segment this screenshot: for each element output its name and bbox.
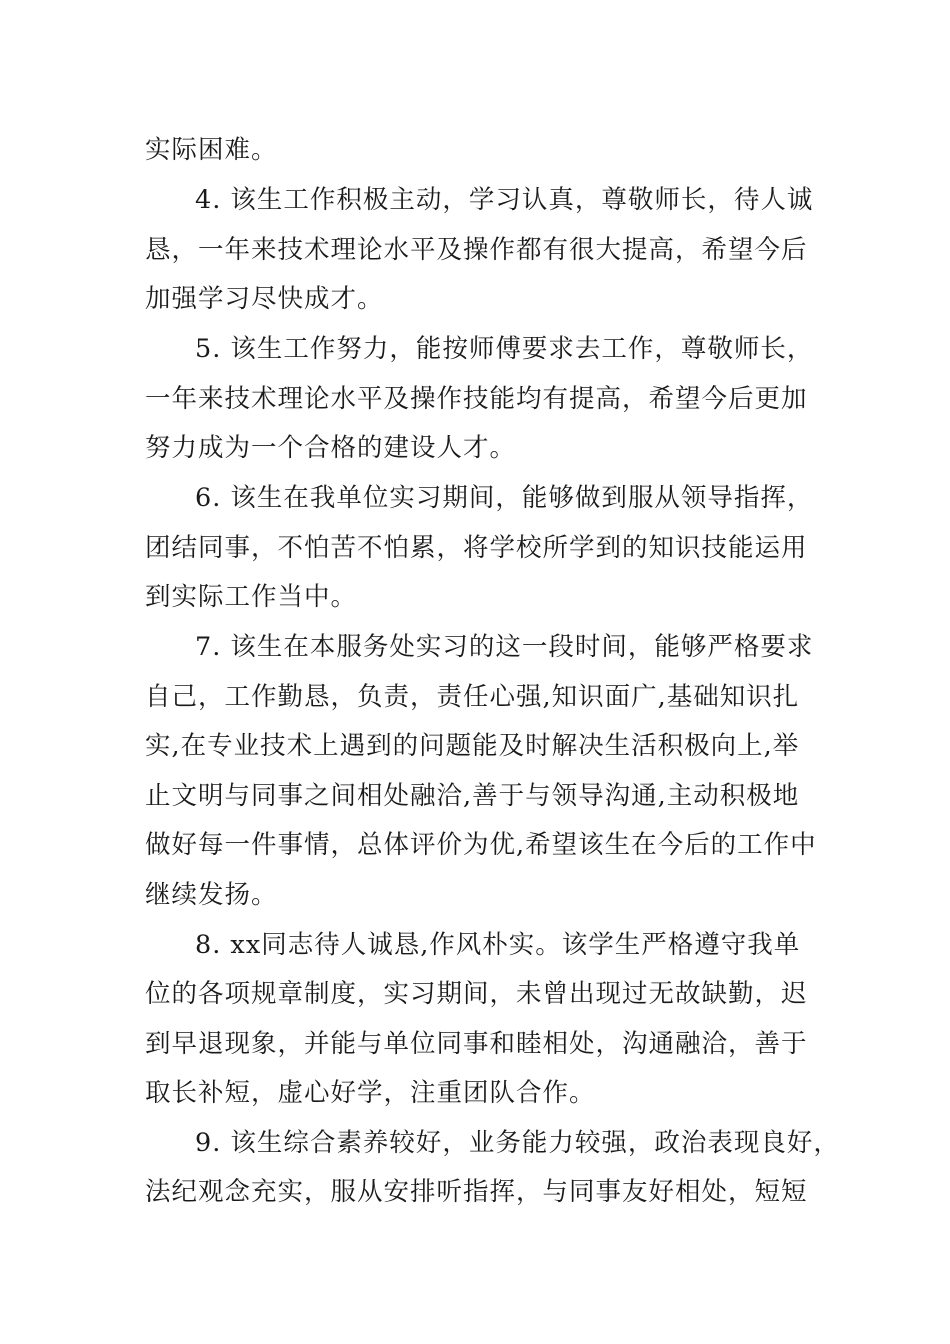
text-line: 加强学习尽快成才。 — [145, 284, 384, 314]
text-line: 实,在专业技术上遇到的问题能及时解决生活积极向上,举 — [145, 731, 800, 761]
paragraph-9-line-1: 9. 该生综合素养较好，业务能力较强，政治表现良好， — [195, 1128, 840, 1158]
text-line: 团结同事，不怕苦不怕累，将学校所学到的知识技能运用 — [145, 533, 808, 563]
paragraph-5-line-1: 5. 该生工作努力，能按师傅要求去工作，尊敬师长， — [195, 334, 814, 364]
text-line: 一年来技术理论水平及操作技能均有提高，希望今后更加 — [145, 384, 808, 414]
text-line: 到实际工作当中。 — [145, 582, 358, 612]
text-line: 自己，工作勤恳，负责，责任心强,知识面广,基础知识扎 — [145, 682, 800, 712]
text-line: 恳，一年来技术理论水平及操作都有很大提高，希望今后 — [145, 235, 808, 265]
text-line: 做好每一件事情，总体评价为优,希望该生在今后的工作中 — [145, 830, 817, 860]
paragraph-8-line-1: 8. xx同志待人诚恳,作风朴实。该学生严格遵守我单 — [195, 930, 801, 960]
text-line: 位的各项规章制度，实习期间，未曾出现过无故缺勤，迟 — [145, 979, 808, 1009]
paragraph-7-line-1: 7. 该生在本服务处实习的这一段时间，能够严格要求 — [195, 632, 814, 662]
text-line: 努力成为一个合格的建设人才。 — [145, 433, 517, 463]
paragraph-4-line-1: 4. 该生工作积极主动，学习认真，尊敬师长，待人诚 — [195, 185, 814, 215]
text-line: 取长补短，虚心好学，注重团队合作。 — [145, 1078, 596, 1108]
text-line: 法纪观念充实，服从安排听指挥，与同事友好相处，短短 — [145, 1177, 808, 1207]
paragraph-6-line-1: 6. 该生在我单位实习期间，能够做到服从领导指挥， — [195, 483, 814, 513]
text-line: 止文明与同事之间相处融洽,善于与领导沟通,主动积极地 — [145, 781, 800, 811]
text-line: 继续发扬。 — [145, 880, 278, 910]
text-line: 实际困难。 — [145, 135, 278, 165]
text-line: 到早退现象，并能与单位同事和睦相处，沟通融洽，善于 — [145, 1029, 808, 1059]
